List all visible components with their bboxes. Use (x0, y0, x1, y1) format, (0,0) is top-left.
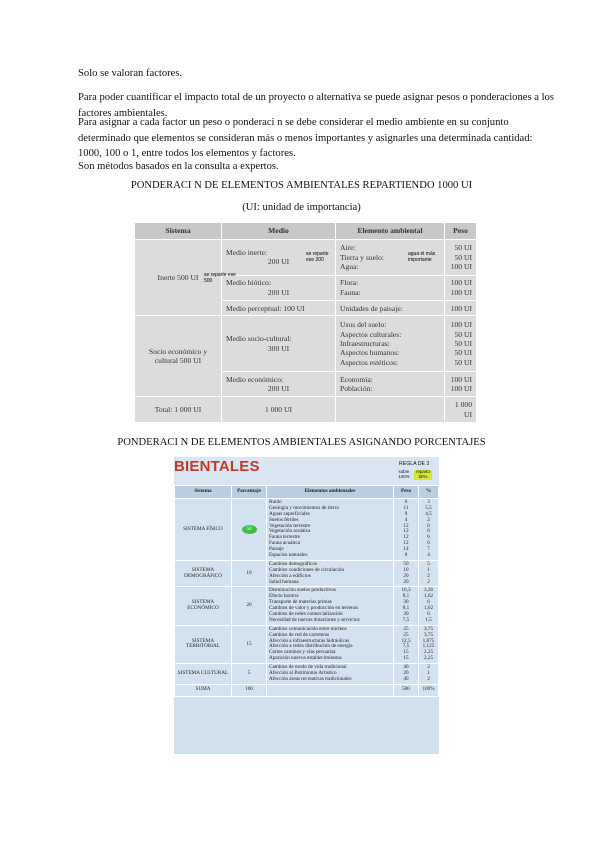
medio-inerte: Medio inerte: 200 UI (222, 240, 336, 276)
medio-perceptual: Medio perceptual: 100 UI (222, 300, 336, 315)
regla-reparto-50: reparto 50% (414, 470, 432, 480)
pct-value: 6 (427, 540, 430, 547)
peso-value: 7,5 (402, 616, 410, 623)
pct-value: 2 (427, 516, 430, 523)
peso-value: 6 (404, 499, 408, 505)
col-header-medio: Medio (222, 223, 336, 240)
pct-value: 7 (427, 546, 430, 553)
elementos-cell (267, 625, 394, 663)
paragraph-2: Para poder cuantificar el impacto total de un proyecto o alternativa se puede asignar pesos o ponderaciones a los factores ambientales. (78, 92, 554, 119)
paragraph-4: Son métodos basados en la consulta a expertos. (78, 161, 279, 172)
pct-value: 2 (427, 572, 430, 579)
percentage-weighting-table (174, 457, 439, 754)
peso-value: 12,5 (401, 637, 411, 644)
medio-economico: Medio económico: 200 UI (222, 372, 336, 397)
note-agua-importante: agua el más importante (408, 251, 436, 263)
elemento-item: Afección al Patrimonio Artístico (269, 670, 337, 677)
peso-cell (394, 499, 419, 561)
elemento-item: Cambios de red de carreteras (269, 631, 330, 638)
weights-perceptual: 100 UI (445, 300, 477, 315)
porcentaje-cell: 15 (232, 625, 267, 663)
peso-value: 12 (403, 534, 409, 541)
pct-value: 6 (427, 599, 430, 606)
table1-title: PONDERACI N DE ELEMENTOS AMBIENTALES REPARTIENDO 1000 UI (130, 180, 473, 191)
elemento-item: Afección áreas recreativas tradicionales (269, 675, 352, 682)
table2-title: PONDERACI N DE ELEMENTOS AMBIENTALES ASIGNANDO PORCENTAJES (117, 437, 486, 448)
elemento-item: Transporte de materias primas (269, 599, 332, 606)
peso-value: 50 (403, 560, 409, 567)
sistema-socioeconomico: Socio económico y cultural 500 UI (135, 316, 222, 397)
pct-value: 1,62 (423, 593, 434, 600)
pct-value: 1,125 (422, 643, 435, 650)
peso-cell (394, 664, 419, 685)
pct-value: 3,75 (423, 625, 434, 632)
elementos-cell (267, 560, 394, 587)
peso-cell (394, 625, 419, 663)
elemento-item: Cambios comunicación entre núcleos (269, 625, 347, 632)
pct-cell (419, 560, 439, 587)
peso-value: 25 (403, 631, 409, 638)
medio-sociocultural: Medio socio-cultural: 300 UI (222, 316, 336, 372)
peso-value: 4 (404, 516, 408, 523)
elemento-item: Necesidad de nuevas dotaciones y servicios (269, 616, 360, 623)
pct-value: 2 (427, 578, 430, 585)
elemento-item: Afección a redes distribución de energía (269, 643, 353, 650)
weights-biotico: 100 UI 100 UI (445, 275, 477, 300)
pct-value: 1,875 (422, 637, 435, 644)
porcentaje-cell: 10 (232, 560, 267, 587)
sistema-inerte: Inerte 500 UI (135, 240, 222, 316)
table1-subtitle: (UI: unidad de importancia) (242, 202, 361, 213)
pct-value: 3 (427, 499, 430, 505)
elementos-cell (267, 587, 394, 625)
peso-value: 15 (403, 649, 409, 656)
medio-biotico: Medio biótico: 200 UI (222, 275, 336, 300)
group-row (175, 499, 439, 561)
peso-cell (394, 560, 419, 587)
elements-inerte: Aire: Tierra y suelo: Agua: (336, 240, 445, 276)
pct-value: 6 (427, 528, 430, 535)
group-row (175, 587, 439, 625)
pct-value: 4,5 (425, 510, 432, 517)
porcentaje-cell: 5 (232, 664, 267, 685)
weights-economico: 100 UI 100 UI (445, 372, 477, 397)
peso-value: 20 (403, 578, 409, 585)
elemento-item: Paisaje (269, 546, 284, 553)
col-peso: Peso (394, 486, 419, 499)
pct-value: 1 (427, 566, 430, 573)
peso-value: 30 (403, 611, 409, 618)
highlight-circle: 50 (242, 525, 257, 534)
total-empty (336, 397, 445, 423)
elemento-item: Cambios de redes comercialización (269, 611, 343, 618)
peso-value: 14 (403, 546, 409, 553)
pct-value: 2 (427, 675, 430, 682)
elemento-item: Cambios de modo de vida tradicional (269, 664, 347, 671)
pct-value: 4 (427, 552, 430, 559)
elements-biotico: Flora: Fauna: (336, 275, 445, 300)
suma-cell: 100% (419, 684, 439, 696)
col-sistema: Sistema (175, 486, 232, 499)
elemento-item: Fauna terrestre (269, 534, 300, 541)
col-pct: % (419, 486, 439, 499)
peso-value: 25 (403, 625, 409, 632)
pct-value: 5 (427, 560, 430, 567)
pct-value: 6 (427, 522, 430, 529)
sistema-cell: SISTEMA DEMOGRÁFICO (175, 560, 232, 587)
suma-cell: 500 (394, 684, 419, 696)
elements-sociocultural: Usos del suelo: Aspectos culturales: Infraestructuras: Aspectos humanos: Aspectos estéticos: (336, 316, 445, 372)
porcentaje-cell: 20 (232, 587, 267, 625)
note-reparte-500: se reparte ese 500 (204, 272, 236, 284)
ui-weighting-table (134, 222, 477, 423)
suma-cell: SUMA (175, 684, 232, 696)
elements-perceptual: Unidades de paisaje: (336, 300, 445, 315)
peso-value: 12 (403, 528, 409, 535)
peso-value: 8 (404, 552, 408, 559)
elemento-item: Ruido (269, 499, 282, 505)
group-row (175, 560, 439, 587)
total-peso: 1 000 UI (445, 397, 477, 423)
col-header-sistema: Sistema (135, 223, 222, 240)
peso-cell (394, 587, 419, 625)
elemento-item: Vegetación acuática (269, 528, 311, 535)
pct-value: 1,5 (425, 616, 432, 623)
regla-sobre-100: sobre 100% (398, 469, 410, 479)
pct-cell (419, 587, 439, 625)
peso-value: 40 (403, 664, 409, 671)
col-header-elemento: Elemento ambiental (336, 223, 445, 240)
col-header-peso: Peso (445, 223, 477, 240)
pct-value: 3,26 (423, 587, 434, 594)
peso-value: 11 (403, 504, 409, 511)
group-row (175, 664, 439, 685)
porcentaje-cell (232, 499, 267, 561)
col-elementos: Elementos ambientales (267, 486, 394, 499)
peso-value: 30 (403, 599, 409, 606)
pct-value: 5,5 (425, 504, 432, 511)
peso-value: 12 (403, 522, 409, 529)
elemento-item: Vegetación terrestre (269, 522, 311, 529)
elemento-item: Afección a edificios (269, 572, 311, 579)
elemento-item: Afección a infraestructuras hidráulicas (269, 637, 350, 644)
elemento-item: Cortes caminos y vías pecuarias (269, 649, 336, 656)
suma-cell (267, 684, 394, 696)
paragraph-1: Solo se valoran factores. (78, 68, 183, 79)
peso-value: 16,3 (401, 587, 411, 594)
elemento-item: Cambios de valor y producción en terrenos (269, 605, 359, 612)
total-medio: 1 000 UI (222, 397, 336, 423)
pct-cell (419, 625, 439, 663)
paragraph-3: Para asignar a cada factor un peso o ponderaci n se debe considerar el medio ambiente en su conjunto determinado que elementos se consideran más o menos importantes y asignarles una determinada cantidad: 1000, 100 o 1, entre todos los elementos y factores. (78, 117, 533, 159)
elementos-cell (267, 499, 394, 561)
regla-de-3-label: REGLA DE 3 (399, 461, 430, 467)
peso-value: 8,1 (402, 605, 410, 612)
sistema-cell: SISTEMA TERRITORIAL (175, 625, 232, 663)
weights-inerte: 50 UI 50 UI 100 UI (445, 240, 477, 276)
pct-value: 2,25 (423, 655, 434, 662)
elemento-item: Suelos fértiles (269, 516, 299, 523)
elemento-item: Fauna acuática (269, 540, 300, 547)
peso-value: 20 (403, 572, 409, 579)
peso-value: 20 (403, 670, 409, 677)
pct-value: 3,75 (423, 631, 434, 638)
elemento-item: Aparición nuevos establecimientos (269, 655, 342, 662)
weights-sociocultural: 100 UI 50 UI 50 UI 50 UI 50 UI (445, 316, 477, 372)
suma-row (175, 684, 439, 696)
peso-value: 40 (403, 675, 409, 682)
elemento-item: Espacios naturales (269, 552, 308, 559)
elemento-item: Cambios condiciones de circulación (269, 566, 345, 573)
pct-value: 1 (427, 670, 430, 677)
peso-value: 7,5 (402, 643, 410, 650)
peso-value: 15 (403, 655, 409, 662)
col-porcentaje: Porcentaje (232, 486, 267, 499)
note-reparte-200: se reparte ese 200 (306, 251, 329, 263)
peso-value: 9 (404, 510, 408, 517)
sistema-cell: SISTEMA FÍSICO (175, 499, 232, 561)
sistema-cell: SISTEMA ECONÓMICO (175, 587, 232, 625)
peso-value: 8,1 (402, 593, 410, 600)
total-label: Total: 1 000 UI (135, 397, 222, 423)
peso-value: 10 (403, 566, 409, 573)
elements-economico: Economía: Población: (336, 372, 445, 397)
pct-value: 6 (427, 534, 430, 541)
elemento-item: Geología y movimientos de tierra (269, 504, 339, 511)
peso-value: 12 (403, 540, 409, 547)
pct-value: 2 (427, 664, 430, 671)
pct-cell (419, 664, 439, 685)
suma-cell: 100 (232, 684, 267, 696)
elemento-item: Salud humana (269, 578, 299, 585)
elemento-item: Disminución suelos productivos (269, 587, 336, 594)
sistema-cell: SISTEMA CULTURAL (175, 664, 232, 685)
elemento-item: Cambios demográficos (269, 560, 317, 567)
elementos-cell (267, 664, 394, 685)
pct-value: 6 (427, 611, 430, 618)
pct-value: 2,25 (423, 649, 434, 656)
elemento-item: Efecto barrera (269, 593, 299, 600)
pct-value: 1,62 (423, 605, 434, 612)
group-row (175, 625, 439, 663)
banner-title: BIENTALES (174, 458, 260, 475)
elemento-item: Aguas superficiales (269, 510, 310, 517)
pct-cell (419, 499, 439, 561)
